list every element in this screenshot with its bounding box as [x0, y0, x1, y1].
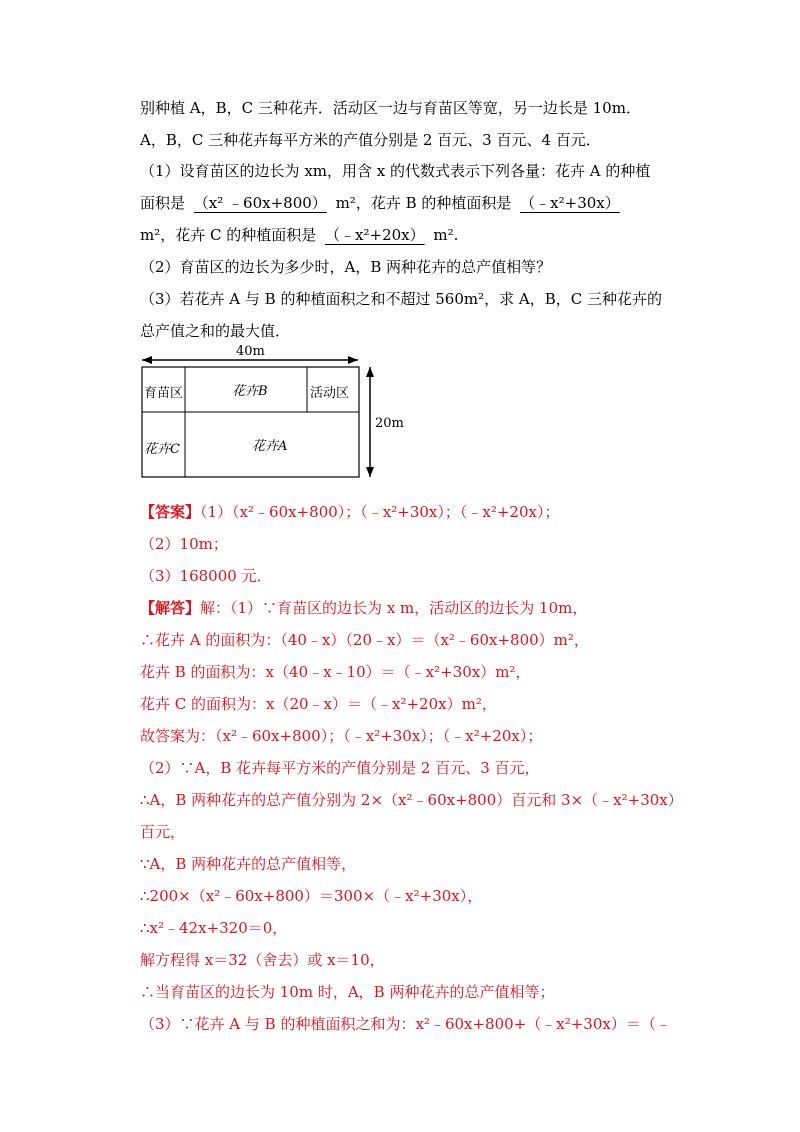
- answer-line-1: [140, 502, 559, 522]
- solution-line-3: 花卉 B 的面积为：x（40﹣x﹣10）＝（﹣x²+30x）m²，: [140, 663, 531, 681]
- width-label: 40m: [236, 344, 265, 359]
- solution-line-1: [140, 598, 587, 618]
- solution-label: 【解答】: [140, 599, 201, 617]
- region-flower-c: 花卉C: [144, 442, 180, 457]
- region-flower-a: 花卉A: [252, 439, 288, 454]
- problem-text: m²，花卉 B 的种植面积是: [335, 194, 512, 212]
- height-label: 20m: [375, 416, 404, 431]
- problem-text: 面积是: [140, 194, 186, 212]
- solution-line-2: ∴花卉 A 的面积为：（40﹣x）（20﹣x）＝（x²﹣60x+800）m²，: [140, 631, 589, 649]
- region-flower-b: 花卉B: [232, 384, 268, 399]
- arrow-head-left: [142, 356, 152, 364]
- answer-text-1: （1）（x²﹣60x+800）；（﹣x²+30x）；（﹣x²+20x）；: [200, 503, 560, 521]
- field-diagram: [132, 342, 412, 482]
- answer-line-2: （2）10m；: [140, 535, 228, 553]
- region-activity: 活动区: [310, 386, 350, 401]
- problem-line-4: [140, 193, 624, 213]
- answer-label: 【答案】: [140, 503, 201, 521]
- solution-line-6: （2）∵A，B 花卉每平方米的产值分别是 2 百元、3 百元，: [140, 759, 540, 777]
- solution-line-11: ∴x²﹣42x+320＝0，: [140, 919, 288, 937]
- solution-line-14: （3）∵花卉 A 与 B 的种植面积之和为：x²﹣60x+800+（﹣x²+30x）＝（﹣: [140, 1015, 671, 1033]
- problem-text: m²，花卉 C 的种植面积是: [140, 226, 317, 244]
- solution-line-4: 花卉 C 的面积为：x（20﹣x）＝（﹣x²+20x）m²，: [140, 695, 497, 713]
- region-nursery: 育苗区: [144, 386, 184, 401]
- answer-line-3: （3）168000 元．: [140, 567, 272, 585]
- answer-blank-b: （﹣x²+30x）: [520, 194, 620, 212]
- solution-line-12: 解方程得 x＝32（舍去）或 x＝10，: [140, 951, 385, 969]
- problem-line-8: 总产值之和的最大值．: [140, 322, 291, 340]
- arrow-head-top: [366, 367, 374, 377]
- problem-text: m².: [433, 226, 459, 244]
- solution-line-8: 百元，: [140, 823, 186, 841]
- solution-line-5: 故答案为：（x²﹣60x+800）；（﹣x²+30x）；（﹣x²+20x）；: [140, 727, 543, 745]
- problem-line-3: （1）设育苗区的边长为 xm，用含 x 的代数式表示下列各量：花卉 A 的种植: [140, 162, 651, 180]
- solution-line-7: ∴A，B 两种花卉的总产值分别为 2×（x²﹣60x+800）百元和 3×（﹣x²+30x）: [140, 791, 683, 809]
- arrow-head-right: [348, 356, 358, 364]
- answer-blank-c: （﹣x²+20x）: [325, 226, 425, 244]
- answer-blank-a: （x² ﹣60x+800）: [193, 194, 327, 212]
- problem-line-7: （3）若花卉 A 与 B 的种植面积之和不超过 560m²，求 A，B，C 三种花卉的: [140, 290, 662, 308]
- solution-line-10: ∴200×（x²﹣60x+800）＝300×（﹣x²+30x），: [140, 887, 483, 905]
- solution-line-9: ∵A，B 两种花卉的总产值相等，: [140, 855, 357, 873]
- solution-line-13: ∴当育苗区的边长为 10m 时，A，B 两种花卉的总产值相等；: [140, 983, 555, 1001]
- problem-line-6: （2）育苗区的边长为多少时，A，B 两种花卉的总产值相等？: [140, 258, 552, 276]
- problem-line-5: [140, 225, 458, 245]
- solution-text-1: 解：（1）∵育苗区的边长为 x m，活动区的边长为 10m，: [200, 599, 588, 617]
- problem-line-2: A，B，C 三种花卉每平方米的产值分别是 2 百元、3 百元、4 百元．: [140, 131, 601, 149]
- problem-line-1: 别种植 A，B，C 三种花卉．活动区一边与育苗区等宽，另一边长是 10m．: [140, 99, 641, 117]
- arrow-head-bottom: [366, 467, 374, 477]
